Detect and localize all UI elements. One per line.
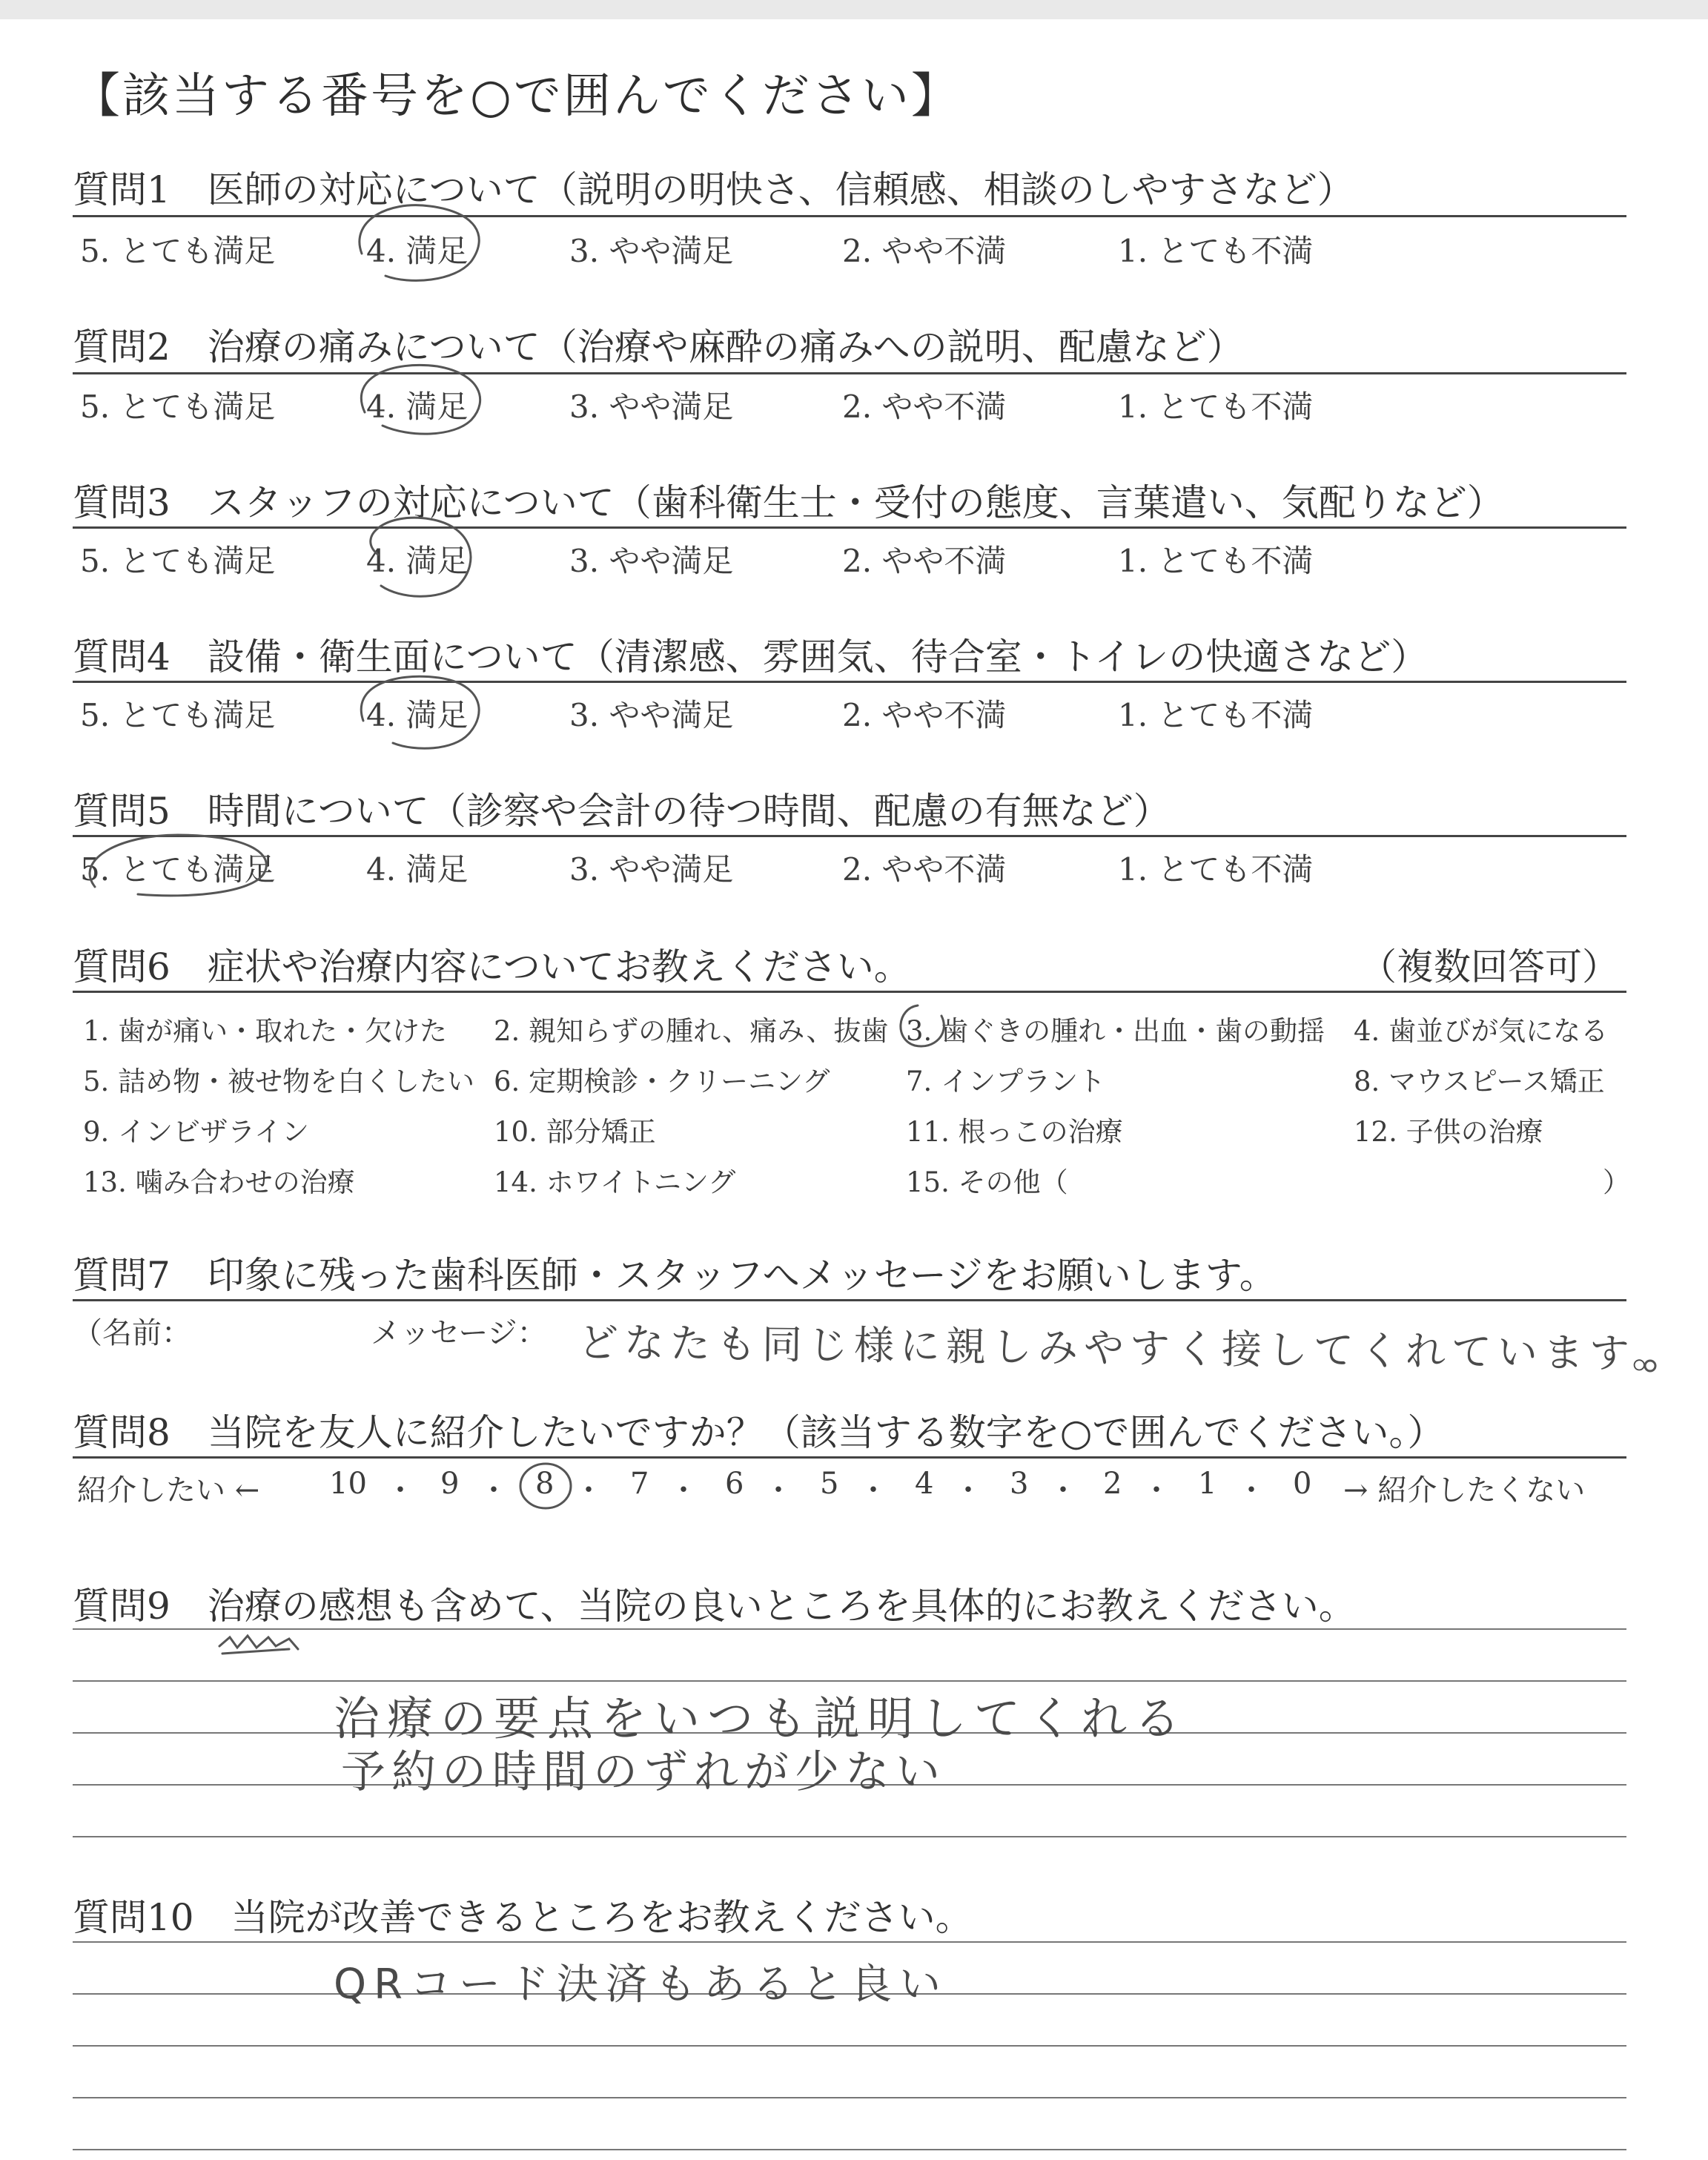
q6-item-6[interactable]: 6. 定期検診・クリーニング <box>494 1066 830 1097</box>
q6-item-14[interactable]: 14. ホワイトニング <box>494 1166 736 1198</box>
q6-item-15[interactable]: 15. その他（ <box>906 1166 1068 1198</box>
page-header: 【該当する番号を○で囲んでください】 <box>73 69 961 124</box>
answer-line <box>73 1628 1626 1630</box>
q6-item-3[interactable]: 3. 歯ぐきの腫れ・出血・歯の動揺 <box>906 1015 1325 1047</box>
q10-answer-1[interactable]: QRコード決済もあると良い <box>334 1961 948 2009</box>
q4-option-4[interactable]: 4. 満足 <box>366 697 469 733</box>
q6-item-13[interactable]: 13. 噛み合わせの治療 <box>83 1166 355 1198</box>
q5-option-3[interactable]: 3. やや満足 <box>569 851 734 888</box>
q6-item-1[interactable]: 1. 歯が痛い・取れた・欠けた <box>83 1015 448 1047</box>
q5-option-1[interactable]: 1. とても不満 <box>1118 851 1314 888</box>
scale-sep: ・ <box>764 1473 793 1507</box>
scale-right-label: → 紹介したくない <box>1343 1473 1586 1507</box>
question-7-title: 質問7 印象に残った歯科医師・スタッフへメッセージをお願いします。 <box>73 1254 1277 1297</box>
answer-line <box>73 2097 1626 2098</box>
scale-6[interactable]: 6 <box>725 1467 744 1501</box>
message-label: メッセージ： <box>371 1316 547 1350</box>
q2-option-2[interactable]: 2. やや不満 <box>842 389 1007 425</box>
q6-item-10[interactable]: 10. 部分矯正 <box>494 1116 656 1148</box>
question-6-note: （複数回答可） <box>1360 945 1619 988</box>
scale-sep: ・ <box>1048 1473 1078 1507</box>
scale-0[interactable]: 0 <box>1293 1467 1312 1501</box>
scale-3[interactable]: 3 <box>1010 1467 1029 1501</box>
q3-option-3[interactable]: 3. やや満足 <box>569 543 734 579</box>
name-label: （名前： <box>73 1316 191 1350</box>
q6-item-15-close-paren: ） <box>1603 1166 1630 1198</box>
q3-option-5[interactable]: 5. とても満足 <box>80 543 276 579</box>
q6-item-11[interactable]: 11. 根っこの治療 <box>906 1116 1123 1148</box>
q1-option-2[interactable]: 2. やや不満 <box>842 233 1007 269</box>
scale-8[interactable]: 8 <box>535 1467 555 1501</box>
question-1-title: 質問1 医師の対応について（説明の明快さ、信頼感、相談のしやすさなど） <box>73 168 1354 211</box>
scribble-mark <box>219 1636 298 1654</box>
question-6-title: 質問6 症状や治療内容についてお教えください。 <box>73 945 911 988</box>
q2-option-3[interactable]: 3. やや満足 <box>569 389 734 425</box>
question-8-title: 質問8 当院を友人に紹介したいですか？（該当する数字を○で囲んでください。） <box>73 1411 1445 1454</box>
scale-sep: ・ <box>479 1473 509 1507</box>
question-4-rule <box>73 681 1626 683</box>
question-5-title: 質問5 時間について（診察や会計の待つ時間、配慮の有無など） <box>73 790 1171 833</box>
scale-9[interactable]: 9 <box>440 1467 460 1501</box>
answer-line <box>73 1941 1626 1943</box>
q1-option-1[interactable]: 1. とても不満 <box>1118 233 1314 269</box>
q6-item-5[interactable]: 5. 詰め物・被せ物を白くしたい <box>83 1066 475 1097</box>
answer-line <box>73 2045 1626 2047</box>
q5-option-4[interactable]: 4. 満足 <box>366 851 469 888</box>
answer-line <box>73 2149 1626 2150</box>
q9-answer-1[interactable]: 治療の要点をいつも説明してくれる <box>334 1691 1188 1745</box>
q2-option-4[interactable]: 4. 満足 <box>366 389 469 425</box>
q1-option-3[interactable]: 3. やや満足 <box>569 233 734 269</box>
question-5-rule <box>73 835 1626 837</box>
q1-option-5[interactable]: 5. とても満足 <box>80 233 276 269</box>
scale-2[interactable]: 2 <box>1103 1467 1122 1501</box>
scale-left-label: 紹介したい ← <box>77 1473 260 1507</box>
scale-sep: ・ <box>669 1473 698 1507</box>
scale-1[interactable]: 1 <box>1198 1467 1217 1501</box>
question-2-title: 質問2 治療の痛みについて（治療や麻酔の痛みへの説明、配慮など） <box>73 326 1244 369</box>
q6-item-4[interactable]: 4. 歯並びが気になる <box>1354 1015 1609 1047</box>
question-10-title: 質問10 当院が改善できるところをお教えください。 <box>73 1896 973 1939</box>
scale-sep: ・ <box>1142 1473 1171 1507</box>
question-7-rule <box>73 1299 1626 1301</box>
q9-answer-2[interactable]: 予約の時間のずれが少ない <box>341 1746 946 1798</box>
q6-item-9[interactable]: 9. インビザライン <box>83 1116 309 1148</box>
q4-option-1[interactable]: 1. とても不満 <box>1118 697 1314 733</box>
question-2-rule <box>73 372 1626 374</box>
q5-option-2[interactable]: 2. やや不満 <box>842 851 1007 888</box>
scale-5[interactable]: 5 <box>820 1467 839 1501</box>
handwritten-message[interactable]: どなたも同じ様に親しみやすく接してくれています。 <box>577 1319 1678 1378</box>
scale-4[interactable]: 4 <box>915 1467 934 1501</box>
q4-option-3[interactable]: 3. やや満足 <box>569 697 734 733</box>
q2-option-5[interactable]: 5. とても満足 <box>80 389 276 425</box>
question-3-title: 質問3 スタッフの対応について（歯科衛生士・受付の態度、言葉遣い、気配りなど） <box>73 481 1504 524</box>
question-1-rule <box>73 215 1626 217</box>
q6-item-2[interactable]: 2. 親知らずの腫れ、痛み、抜歯 <box>494 1015 889 1047</box>
scale-10[interactable]: 10 <box>329 1467 367 1501</box>
answer-line <box>73 1836 1626 1837</box>
q6-item-8[interactable]: 8. マウスピース矯正 <box>1354 1066 1605 1097</box>
q3-option-2[interactable]: 2. やや不満 <box>842 543 1007 579</box>
q2-option-1[interactable]: 1. とても不満 <box>1118 389 1314 425</box>
q1-option-4[interactable]: 4. 満足 <box>366 233 469 269</box>
question-8-rule <box>73 1456 1626 1459</box>
q5-option-5[interactable]: 5. とても満足 <box>80 851 276 888</box>
scale-sep: ・ <box>1237 1473 1266 1507</box>
question-9-title: 質問9 治療の感想も含めて、当院の良いところを具体的にお教えください。 <box>73 1585 1356 1628</box>
q6-item-7[interactable]: 7. インプラント <box>906 1066 1106 1097</box>
question-6-rule <box>73 991 1626 993</box>
q4-option-2[interactable]: 2. やや不満 <box>842 697 1007 733</box>
q3-option-4[interactable]: 4. 満足 <box>366 543 469 579</box>
scale-7[interactable]: 7 <box>630 1467 649 1501</box>
q3-option-1[interactable]: 1. とても不満 <box>1118 543 1314 579</box>
q6-item-12[interactable]: 12. 子供の治療 <box>1354 1116 1543 1148</box>
question-4-title: 質問4 設備・衛生面について（清潔感、雰囲気、待合室・トイレの快適さなど） <box>73 635 1429 678</box>
scale-sep: ・ <box>574 1473 603 1507</box>
question-3-rule <box>73 526 1626 529</box>
scale-sep: ・ <box>385 1473 415 1507</box>
scan-top-edge <box>0 0 1708 19</box>
q4-option-5[interactable]: 5. とても満足 <box>80 697 276 733</box>
scale-sep: ・ <box>858 1473 888 1507</box>
scale-sep: ・ <box>953 1473 983 1507</box>
